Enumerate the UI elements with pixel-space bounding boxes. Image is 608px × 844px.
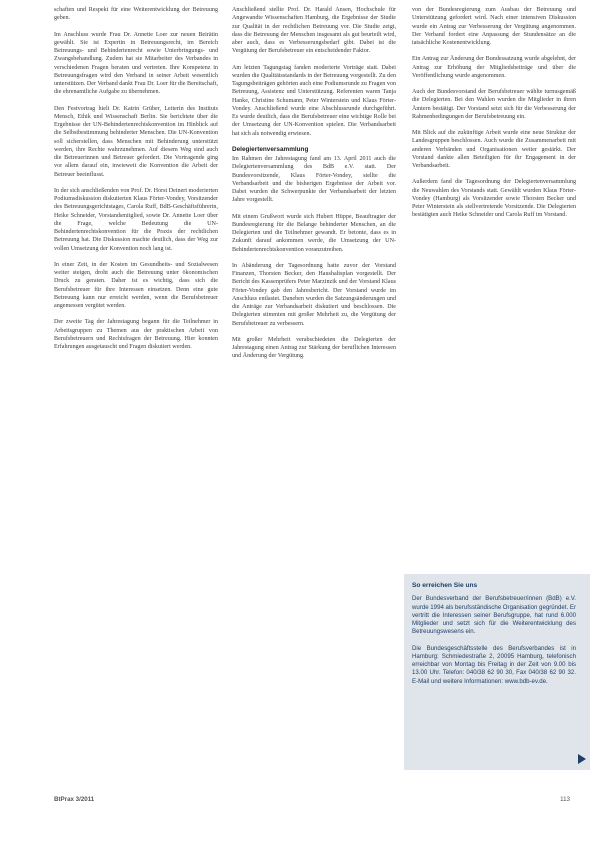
paragraph: Anschließend stellte Prof. Dr. Harald Ansen, Hochschule für Angewandte Wissenschaften Hamburg, die Ergebnisse der Studie zur Qualität in der rechtlichen Betreuung vor. Die Studie zeigt, dass die Betreuung der Menschen insgesamt als gut beurteilt wird, aber auch, dass es Verbesserungsbedarf gibt. Dabei ist die Vergütung der Berufsbetreuer ein entscheidender Faktor. xyxy=(232,7,396,55)
contact-info-content xyxy=(412,582,576,694)
paragraph: In einer Zeit, in der Kosten im Gesundheits- und Sozialwesen weiter steigen, droht auch die Betreuung unter ökonomischen Druck zu geraten. Daher ist es wichtig, dass sich die Berufsbetreuer für ihre Interessen einsetzen. Denn eine gute Betreuung kann nur erreicht werden, wenn die Berufsbetreuer angemessen vergütet werden. xyxy=(54,261,218,309)
paragraph: Mit großer Mehrheit verabschiedeten die Delegierten der Jahrestagung einen Antrag zur Stärkung der beruflichen Interessen und Änderung der Vergütung. xyxy=(232,336,396,360)
paragraph: Außerdem fand die Tagesordnung der Delegiertenversammlung die Neuwahlen des Vorstands statt. Gewählt wurden Klaus Förter-Vondey (Hamburg) als Vorsitzender sowie Thorsten Becker und Peter Winterstein als stellvertretende Vorsitzende. Die Delegierten bestätigten auch Heike Schneider und Carola Ruff im Vorstand. xyxy=(412,179,576,219)
journal-issue: BtPrax 3/2011 xyxy=(54,796,95,803)
paragraph: Der zweite Tag der Jahrestagung begann für die Teilnehmer in Arbeitsgruppen zu Themen aus der praktischen Arbeit von Berufsbetreuern und Rechtsfragen der Betreuung. Hier konnten Erfahrungen ausgetauscht und Fragen diskutiert werden. xyxy=(54,319,218,350)
paragraph: Im Anschluss wurde Frau Dr. Annette Loer zur neuen Beirätin gewählt. Sie ist Expertin in Betreuungsrecht, im Bereich Betreuungs- und Behindertenrecht sowie Unterbringungs- und Zwangsbehandlung. Zudem hat sie Mitarbeiter des Verbandes in verschiedenen Fragen beraten und vertreten. Ihre Kompetenz in Betreuungsfragen wird den Verband in seiner Arbeit wesentlich unterstützen. Der Verband dankt Frau Dr. Loer für die Bereitschaft, die ehrenamtliche Aufgabe zu übernehmen. xyxy=(54,31,218,96)
paragraph: Ein Antrag zur Änderung der Bundessatzung wurde abgelehnt, der Antrag zur Erhöhung der Mitgliedsbeiträge und über die Veröffentlichung wurde angenommen. xyxy=(412,56,576,79)
article-column-3 xyxy=(412,6,576,228)
paragraph: Im Rahmen der Jahrestagung fand am 13. April 2011 auch die Delegiertenversammlung des BdB e.V. statt. Der Bundesvorsitzende, Klaus Förter-Vondey, stellte die Verbandsarbeit und die bisherigen Ergebnisse der Arbeit vor. Dabei wurden die Schwerpunkte der Verbandsarbeit der letzten Jahre vorgestellt. xyxy=(232,156,396,204)
paragraph: In Abänderung der Tagesordnung hatte zuvor der Vorstand Finanzen, Thorsten Becker, den Haushaltsplan vorgestellt. Der Bericht des Kassenprüfers Peter Marzinzik und der Vorstand Klaus Förter-Vondey gab den Jahresbericht. Der Vorstand wurde im Anschluss entlastet. Daneben wurden die Satzungsänderungen und die Anträge zur Verbandsarbeit diskutiert und beschlossen. Die Delegierten stimmten mit großer Mehrheit zu, die Vergütung der Berufsbetreuer zu verbessern. xyxy=(232,262,396,327)
paragraph: Mit einem Grußwort wurde sich Hubert Hüppe, Beauftragter der Bundesregierung für die Belange behinderter Menschen, an die Delegierten und die Teilnehmer gewandt. Er betonte, dass es in Zukunft darauf ankommen werde, die Umsetzung der UN-Behindertenrechtskonvention voranzutreiben. xyxy=(232,213,396,253)
contact-info-title: So erreichen Sie uns xyxy=(412,582,478,589)
article-column-1 xyxy=(54,6,218,359)
page-number: 113 xyxy=(560,796,570,803)
paragraph: von der Bundesregierung zum Ausbau der Betreuung und Unterstützung gefordert wird. Nach einer intensiven Diskussion wurde ein Antrag zur Verbesserung der Vergütung angenommen. Der Verband fordert eine Anpassung der Stundensätze an die tatsächliche Kostenentwicklung. xyxy=(412,7,576,46)
section-heading: Delegiertenversammlung xyxy=(232,145,309,153)
contact-info-paragraph: Der Bundesverband der Berufsbetreuer/innen (BdB) e.V. wurde 1994 als berufsständische Organisation gegründet. Er vertritt die Interessen seiner Berufsgruppe, hat rund 6.000 Mitglieder und setzt sich für die Weiterentwicklung des Betreuungswesens ein. xyxy=(412,595,576,636)
arrow-right-icon xyxy=(578,754,586,764)
contact-info-paragraph: Die Bundesgeschäftsstelle des Berufsverbandes ist in Hamburg: Schmiedestraße 2, 20095 Hamburg, telefonisch erreichbar von Montag bis Freitag in der Zeit von 9.00 bis 13.00 Uhr. Telefon: 040/38 62 90 30, Fax 040/38 62 90 32. E-Mail und weitere Informationen: www.bdb-ev.de. xyxy=(412,644,576,685)
paragraph: schaften und Respekt für eine Weiterentwicklung der Betreuung geben. xyxy=(54,7,218,22)
page-footer xyxy=(54,796,570,806)
paragraph: Mit Blick auf die zukünftige Arbeit wurde eine neue Struktur der Landesgruppen beschlossen. Auch wurde die Zusammenarbeit mit anderen Verbänden und Organisationen weiter gestärkt. Der Vorstand dankte allen Beteiligten für ihr Engagement in der Verbandsarbeit. xyxy=(412,130,576,169)
paragraph: In der sich anschließenden von Prof. Dr. Horst Deinert moderierten Podiumsdiskussion diskutierten Klaus Förter-Vondey, Vorsitzender des Betreuungsgerichtstages, Carola Ruff, BdB-Geschäftsführerin, Heike Schneider, Vorstandsmitglied, sowie Dr. Annette Loer über die Frage, welche Bedeutung die UN-Behindertenrechtskonvention für die Praxis der rechtlichen Betreuung hat. Die Diskussion machte deutlich, dass der Weg zur vollen Umsetzung der Konvention noch lang ist. xyxy=(54,187,218,252)
paragraph: Auch der Bundesvorstand der Berufsbetreuer wählte turnusgemäß die Delegierten. Bei den Wahlen wurden die Mitglieder in ihren Ämtern bestätigt. Der Vorstand setzt sich für die Verbesserung der Rahmenbedingungen der Berufsbetreuung ein. xyxy=(412,89,576,120)
paragraph: Am letzten Tagungstag fanden moderierte Vorträge statt. Dabei wurden die Qualitätsstandards in der Betreuung vorgestellt. Zu den Tagungsbeiträgen gehörten auch eine Podiumsrunde zu Fragen von Betreuung, Assistenz und Unterstützung. Referenten waren Tanja Hanke, Christine Schumann, Peter Winterstein und Klaus Förter-Vondey. Anschließend wurde eine Abschlussrunde durchgeführt. Es wurde deutlich, dass die Berufsbetreuer eine wichtige Rolle bei der Umsetzung der UN-Konvention spielen. Die Verbandsarbeit hat sich als notwendig erwiesen. xyxy=(232,64,396,137)
paragraph: Den Festvortrag hielt Dr. Katrin Grüber, Leiterin des Instituts Mensch, Ethik und Wissenschaft Berlin. Sie berichtete über die Ergebnisse der UN-Behindertenrechtskonvention im Hinblick auf die Selbstbestimmung behinderter Menschen. Die UN-Konvention soll sicherstellen, dass Menschen mit Behinderung unterstützt werden, ihre Rechte wahrzunehmen. Auf diesem Weg sind auch die Betreuerinnen und Betreuer gefordert. Die Vortragende ging vor allem darauf ein, inwieweit die Konvention die Arbeit der Betreuer beeinflusst. xyxy=(54,105,218,178)
contact-info-box xyxy=(404,574,590,770)
article-column-2 xyxy=(232,6,396,369)
